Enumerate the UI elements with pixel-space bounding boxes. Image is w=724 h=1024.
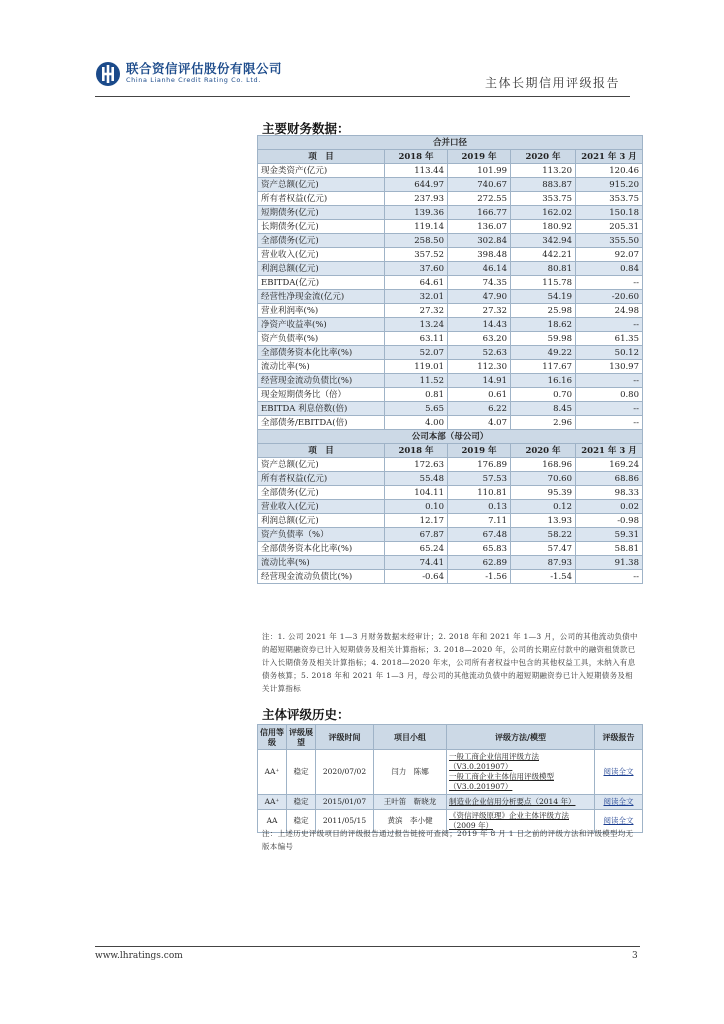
table-cell: 52.63: [448, 346, 511, 360]
table-row: [258, 458, 643, 472]
row-label: 净资产收益率(%): [258, 318, 385, 332]
history-grade: AA⁺: [258, 750, 287, 795]
table-cell: 150.18: [576, 206, 643, 220]
row-label: 现金短期债务比（倍）: [258, 388, 385, 402]
method-link[interactable]: （2009 年）: [449, 821, 493, 830]
table-cell: 68.86: [576, 472, 643, 486]
history-outlook: 稳定: [287, 795, 316, 810]
table-cell: 166.77: [448, 206, 511, 220]
report-type: 主体长期信用评级报告: [484, 76, 620, 90]
rating-history-table: [257, 724, 643, 833]
row-label: 利润总额(亿元): [258, 514, 385, 528]
column-header: 评级时间: [316, 725, 374, 750]
column-header: 项目小组: [374, 725, 447, 750]
table-cell: 57.47: [511, 542, 576, 556]
table-cell: 7.11: [448, 514, 511, 528]
table-cell: 342.94: [511, 234, 576, 248]
table-cell: 74.41: [385, 556, 448, 570]
table-cell: 74.35: [448, 276, 511, 290]
table-row: [258, 500, 643, 514]
table-cell: 117.67: [511, 360, 576, 374]
row-label: 全部债务/EBITDA(倍): [258, 416, 385, 430]
consolidated-header-row: [258, 150, 643, 164]
table-cell: 740.67: [448, 178, 511, 192]
table-cell: 59.31: [576, 528, 643, 542]
table-cell: 112.30: [448, 360, 511, 374]
table-cell: 67.87: [385, 528, 448, 542]
column-header: 信用等级: [258, 725, 287, 750]
table-row: [258, 178, 643, 192]
company-name-en: China Lianhe Credit Rating Co. Ltd.: [126, 76, 261, 84]
table-cell: 0.81: [385, 388, 448, 402]
table-cell: 162.02: [511, 206, 576, 220]
table-cell: 14.91: [448, 374, 511, 388]
row-label: 资产总额(亿元): [258, 178, 385, 192]
table-row: [258, 206, 643, 220]
consolidated-caption: [258, 136, 643, 150]
table-cell: 0.10: [385, 500, 448, 514]
table-cell: 55.48: [385, 472, 448, 486]
table-cell: 14.43: [448, 318, 511, 332]
row-label: 流动比率(%): [258, 556, 385, 570]
table-row: [258, 416, 643, 430]
row-label: 全部债务(亿元): [258, 486, 385, 500]
table-row: [258, 570, 643, 584]
parent-header-row: [258, 444, 643, 458]
table-cell: 0.61: [448, 388, 511, 402]
table-row: [258, 360, 643, 374]
table-cell: 119.01: [385, 360, 448, 374]
financial-note: 注：1. 公司 2021 年 1—3 月财务数据未经审计；2. 2018 年和 2021 年 1—3 月，公司的其他流动负债中的超短期融资券已计入短期债务及相关计算指标；3. 2018—2020 年，公司的长期应付款中的融资租赁款已计入长期债务及相关计算指标；4. 2018—2020 年末，公司所有者权益中包含的其他权益工具，未纳入有息债务核算；5. 2018 年和 2021 年 1—3 月，母公司的其他流动负债中的超短期融资券已计入短期债务及相关计算指标: [262, 632, 638, 693]
table-cell: -0.98: [576, 514, 643, 528]
table-cell: 13.24: [385, 318, 448, 332]
table-cell: 0.70: [511, 388, 576, 402]
table-row: [258, 318, 643, 332]
footer-url: www.lhratings.com: [95, 951, 183, 961]
row-label: 经营现金流动负债比(%): [258, 374, 385, 388]
table-cell: 205.31: [576, 220, 643, 234]
table-cell: 169.24: [576, 458, 643, 472]
table-cell: 6.22: [448, 402, 511, 416]
row-label: 营业收入(亿元): [258, 248, 385, 262]
table-cell: 0.02: [576, 500, 643, 514]
table-cell: 49.22: [511, 346, 576, 360]
table-cell: 176.89: [448, 458, 511, 472]
table-cell: 67.48: [448, 528, 511, 542]
column-header: 评级报告: [595, 725, 643, 750]
column-header: 项 目: [258, 150, 385, 164]
table-cell: 58.81: [576, 542, 643, 556]
table-row: [258, 220, 643, 234]
table-cell: 357.52: [385, 248, 448, 262]
table-cell: 4.07: [448, 416, 511, 430]
history-team: 王叶笛 靳晓龙: [374, 795, 447, 810]
table-cell: 0.84: [576, 262, 643, 276]
table-row: [258, 542, 643, 556]
table-cell: --: [576, 276, 643, 290]
table-cell: -1.54: [511, 570, 576, 584]
table-cell: 57.53: [448, 472, 511, 486]
header-rule: [95, 96, 630, 97]
table-cell: 54.19: [511, 290, 576, 304]
row-label: 流动比率(%): [258, 360, 385, 374]
row-label: 经营现金流动负债比(%): [258, 570, 385, 584]
column-header: 2018 年: [385, 150, 448, 164]
history-outlook: 稳定: [287, 810, 316, 833]
table-cell: 113.44: [385, 164, 448, 178]
row-label: 长期债务(亿元): [258, 220, 385, 234]
table-cell: 27.32: [448, 304, 511, 318]
table-row: [258, 234, 643, 248]
table-cell: --: [576, 374, 643, 388]
table-cell: 172.63: [385, 458, 448, 472]
row-label: 全部债务(亿元): [258, 234, 385, 248]
table-cell: -1.56: [448, 570, 511, 584]
page-header: [95, 58, 630, 96]
history-row: [258, 795, 643, 810]
table-cell: 92.07: [576, 248, 643, 262]
row-label: 资产负债率（%）: [258, 528, 385, 542]
history-section-title: 主体评级历史：: [262, 707, 350, 722]
table-row: [258, 388, 643, 402]
table-cell: 12.17: [385, 514, 448, 528]
column-header: 2019 年: [448, 444, 511, 458]
table-cell: 258.50: [385, 234, 448, 248]
table-cell: 65.83: [448, 542, 511, 556]
history-header-row: [258, 725, 643, 750]
column-header: 2021 年 3 月: [576, 150, 643, 164]
table-cell: 50.12: [576, 346, 643, 360]
table-cell: 398.48: [448, 248, 511, 262]
table-cell: 64.61: [385, 276, 448, 290]
column-header: 2020 年: [511, 150, 576, 164]
row-label: 经营性净现金流(亿元): [258, 290, 385, 304]
table-cell: 139.36: [385, 206, 448, 220]
column-header: 评级展望: [287, 725, 316, 750]
table-cell: 168.96: [511, 458, 576, 472]
financial-section-title: 主要财务数据：: [262, 121, 350, 136]
table-cell: 32.01: [385, 290, 448, 304]
method-link[interactable]: （V3.0.201907）: [449, 782, 513, 791]
table-row: [258, 556, 643, 570]
table-row: [258, 192, 643, 206]
row-label: 所有者权益(亿元): [258, 472, 385, 486]
table-cell: 101.99: [448, 164, 511, 178]
table-cell: 61.35: [576, 332, 643, 346]
row-label: 全部债务资本化比率(%): [258, 346, 385, 360]
table-cell: 16.16: [511, 374, 576, 388]
table-cell: 24.98: [576, 304, 643, 318]
parent-caption: [258, 430, 643, 444]
table-cell: 302.84: [448, 234, 511, 248]
table-row: [258, 528, 643, 542]
table-cell: 91.38: [576, 556, 643, 570]
column-header: 2020 年: [511, 444, 576, 458]
table-cell: 27.32: [385, 304, 448, 318]
table-cell: 4.00: [385, 416, 448, 430]
table-cell: 0.12: [511, 500, 576, 514]
table-row: [258, 262, 643, 276]
table-cell: 13.93: [511, 514, 576, 528]
table-cell: 915.20: [576, 178, 643, 192]
table-row: [258, 402, 643, 416]
row-label: EBITDA(亿元): [258, 276, 385, 290]
table-cell: 80.81: [511, 262, 576, 276]
table-cell: 65.24: [385, 542, 448, 556]
row-label: 资产负债率(%): [258, 332, 385, 346]
read-full-text-link[interactable]: 阅读全文: [603, 816, 634, 825]
table-cell: 115.78: [511, 276, 576, 290]
table-row: [258, 472, 643, 486]
table-cell: 110.81: [448, 486, 511, 500]
table-cell: 180.92: [511, 220, 576, 234]
history-grade: AA: [258, 810, 287, 833]
history-team: 闫力 陈娜: [374, 750, 447, 795]
table-cell: 37.60: [385, 262, 448, 276]
table-cell: 63.20: [448, 332, 511, 346]
table-cell: 104.11: [385, 486, 448, 500]
column-header: 2021 年 3 月: [576, 444, 643, 458]
history-methods: [447, 795, 595, 810]
table-cell: 237.93: [385, 192, 448, 206]
table-row: [258, 332, 643, 346]
parent-caption-label: 公司本部（母公司）: [258, 430, 643, 444]
table-row: [258, 346, 643, 360]
row-label: 短期债务(亿元): [258, 206, 385, 220]
row-label: 全部债务资本化比率(%): [258, 542, 385, 556]
table-cell: -20.60: [576, 290, 643, 304]
table-cell: 5.65: [385, 402, 448, 416]
method-link[interactable]: 《资信评级原理》企业主体评级方法: [449, 811, 569, 820]
table-cell: --: [576, 402, 643, 416]
column-header: 2019 年: [448, 150, 511, 164]
method-link[interactable]: 一般工商企业信用评级方法: [449, 752, 539, 761]
row-label: 现金类资产(亿元): [258, 164, 385, 178]
history-team: 黄滨 李小健: [374, 810, 447, 833]
history-row: [258, 750, 643, 795]
table-cell: 355.50: [576, 234, 643, 248]
read-full-text-link[interactable]: 阅读全文: [603, 767, 634, 776]
table-cell: 95.39: [511, 486, 576, 500]
history-grade: AA⁺: [258, 795, 287, 810]
row-label: 营业利润率(%): [258, 304, 385, 318]
table-cell: 46.14: [448, 262, 511, 276]
table-row: [258, 514, 643, 528]
table-cell: 883.87: [511, 178, 576, 192]
table-row: [258, 164, 643, 178]
table-cell: 130.97: [576, 360, 643, 374]
table-cell: 52.07: [385, 346, 448, 360]
table-cell: 2.96: [511, 416, 576, 430]
table-cell: 0.13: [448, 500, 511, 514]
history-report: [595, 750, 643, 795]
history-methods: [447, 750, 595, 795]
table-cell: 272.55: [448, 192, 511, 206]
method-link[interactable]: （V3.0.201907）: [449, 762, 513, 771]
company-name-cn: 联合资信评估股份有限公司: [126, 61, 283, 76]
table-row: [258, 304, 643, 318]
table-cell: 87.93: [511, 556, 576, 570]
table-cell: 58.22: [511, 528, 576, 542]
page-number: 3: [632, 951, 638, 961]
table-cell: 442.21: [511, 248, 576, 262]
table-cell: 63.11: [385, 332, 448, 346]
table-cell: --: [576, 416, 643, 430]
column-header: 项 目: [258, 444, 385, 458]
column-header: 2018 年: [385, 444, 448, 458]
table-cell: 113.20: [511, 164, 576, 178]
table-row: [258, 374, 643, 388]
table-cell: --: [576, 570, 643, 584]
row-label: 所有者权益(亿元): [258, 192, 385, 206]
table-row: [258, 248, 643, 262]
table-cell: 120.46: [576, 164, 643, 178]
table-row: [258, 486, 643, 500]
row-label: EBITDA 利息倍数(倍): [258, 402, 385, 416]
table-cell: 98.33: [576, 486, 643, 500]
table-row: [258, 290, 643, 304]
read-full-text-link[interactable]: 阅读全文: [603, 797, 634, 806]
table-cell: 25.98: [511, 304, 576, 318]
history-outlook: 稳定: [287, 750, 316, 795]
table-cell: 47.90: [448, 290, 511, 304]
row-label: 资产总额(亿元): [258, 458, 385, 472]
history-date: 2020/07/02: [316, 750, 374, 795]
table-cell: -0.64: [385, 570, 448, 584]
history-date: 2011/05/15: [316, 810, 374, 833]
table-row: [258, 276, 643, 290]
table-cell: 70.60: [511, 472, 576, 486]
history-date: 2015/01/07: [316, 795, 374, 810]
table-cell: 353.75: [511, 192, 576, 206]
method-link[interactable]: 制造业企业信用分析要点（2014 年）: [449, 797, 576, 806]
table-cell: 353.75: [576, 192, 643, 206]
lianhe-logo-icon: [95, 61, 121, 87]
table-cell: 62.89: [448, 556, 511, 570]
footer-rule: [95, 946, 640, 947]
table-cell: 0.80: [576, 388, 643, 402]
history-report: [595, 795, 643, 810]
table-cell: 18.62: [511, 318, 576, 332]
table-cell: 119.14: [385, 220, 448, 234]
table-cell: 136.07: [448, 220, 511, 234]
column-header: 评级方法/模型: [447, 725, 595, 750]
financial-table: [257, 135, 643, 584]
table-cell: 11.52: [385, 374, 448, 388]
consolidated-caption-label: 合并口径: [258, 136, 643, 150]
table-cell: 8.45: [511, 402, 576, 416]
history-note: 注：上述历史评级项目的评级报告通过报告链接可查阅；2019 年 8 月 1 日之前的评级方法和评级模型均无版本编号: [262, 829, 634, 851]
table-cell: 644.97: [385, 178, 448, 192]
method-link[interactable]: 一般工商企业主体信用评级模型: [449, 772, 554, 781]
row-label: 利润总额(亿元): [258, 262, 385, 276]
table-cell: --: [576, 318, 643, 332]
row-label: 营业收入(亿元): [258, 500, 385, 514]
table-cell: 59.98: [511, 332, 576, 346]
